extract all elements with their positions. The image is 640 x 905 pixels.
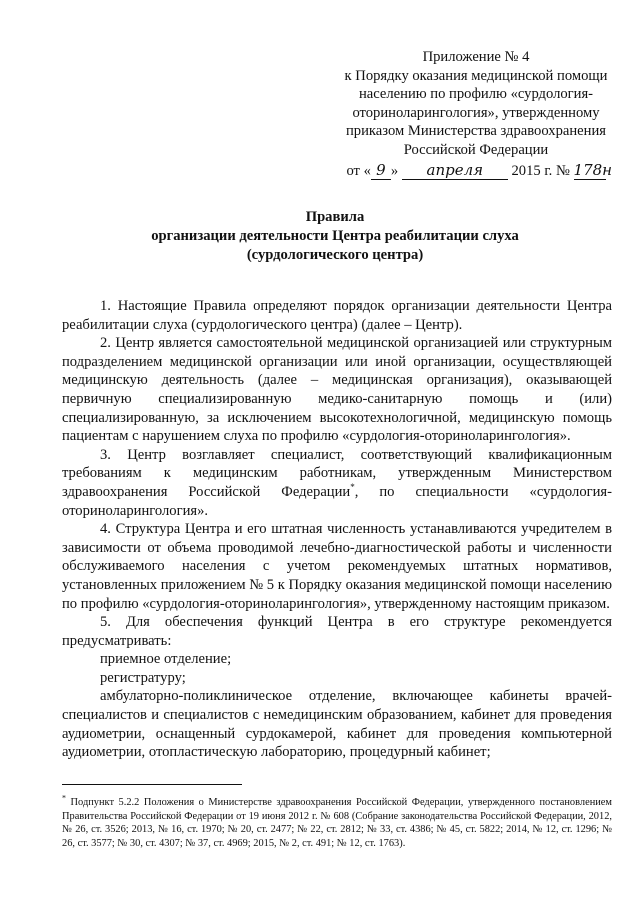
footnote-text: Подпункт 5.2.2 Положения о Министерстве здравоохранения Российской Федерации, утвержденного постановлением Правительства Российской Федерации от 19 июня 2012 г. № 608 (Собрание законодательства Российской Федерации, 2012, № 26, ст. 3526; 2013, № 16, ст. 1970; № 20, ст. 2477; № 22, ст. 2812; № 33, ст. 4386; № 45, ст. 5822; 2014, № 12, ст. 1296; № 26, ст. 3577; № 30, ст. 4307; № 37, ст. 4969; 2015, № 2, ст. 491; № 12, ст. 1763). — [62, 797, 612, 849]
list-item-reception: приемное отделение; — [100, 651, 232, 668]
date-day-handwritten: 9 — [371, 162, 391, 180]
appendix-line-6: Российской Федерации — [403, 141, 549, 158]
footnote-reference: * — [350, 482, 355, 493]
footnote-divider — [62, 784, 242, 785]
date-prefix: от « — [346, 162, 371, 179]
appendix-line-4: оториноларингология», утвержденному — [352, 104, 600, 121]
title-line-3: (сурдологического центра) — [246, 247, 424, 263]
order-number-handwritten: 178н — [573, 160, 613, 179]
appendix-line-3: населению по профилю «сурдология- — [358, 86, 594, 103]
date-month-handwritten: апреля — [402, 162, 508, 180]
paragraph-3-text-end: , по специальности «сурдология-оториноларингология». — [62, 483, 612, 519]
title-line-2: организации деятельности Центра реабилитации слуха — [151, 228, 519, 244]
paragraph-1: 1. Настоящие Правила определяют порядок организации деятельности Центра реабилитации слуха (сурдологического центра) (далее – Центр). — [62, 298, 612, 333]
title-line-1: Правила — [305, 209, 365, 225]
order-date-line — [338, 162, 614, 181]
footnote — [62, 793, 612, 850]
appendix-line-1: Приложение № 4 — [422, 49, 530, 65]
footnote-mark: * — [62, 793, 66, 803]
paragraph-4: 4. Структура Центра и его штатная численность устанавливаются учредителем в зависимости от объема проводимой лечебно-диагностической работы и численности обслуживаемого населения с учетом рекомендуемых штатных нормативов, установленных приложением № 5 к Порядку оказания медицинской помощи населению по профилю «сурдология-оториноларингология», утвержденному настоящим приказом. — [62, 521, 612, 612]
paragraph-3-text: 3. Центр возглавляет специалист, соответствующий квалификационным требованиям к медицинским работникам, утвержденным Министерством здравоохранения Российской Федерации — [62, 446, 612, 500]
paragraph-2: 2. Центр является самостоятельной медицинской организацией или структурным подразделением медицинской организации или иной организации, осуществляющей медицинскую деятельность (далее – медицинская организация), оказывающей первичную специализированную медико-санитарную помощь и (или) специализированную, за исключением высокотехнологичной, медицинскую помощь пациентам с нарушением слуха по профилю «сурдология-оториноларингология». — [62, 335, 612, 445]
list-item-outpatient: амбулаторно-поликлиническое отделение, включающее кабинеты врачей-специалистов и специалистов с немедицинским образованием, кабинет для проведения аудиометрии, оснащенный сурдокамерой, кабинет для проведения компьютерной аудиометрии, отопластическую лабораторию, процедурный кабинет; — [62, 688, 612, 761]
appendix-header — [338, 48, 614, 180]
document-body — [62, 297, 612, 762]
paragraph-3 — [62, 446, 612, 520]
document-title — [60, 208, 610, 265]
list-item-registry: регистратуру; — [100, 669, 186, 686]
date-year: 2015 г. № — [511, 162, 570, 179]
paragraph-5: 5. Для обеспечения функций Центра в его структуре рекомендуется предусматривать: — [62, 614, 612, 649]
date-mid: » — [390, 162, 399, 179]
appendix-line-2: к Порядку оказания медицинской помощи — [344, 67, 608, 84]
appendix-line-5: приказом Министерства здравоохранения — [346, 123, 606, 140]
